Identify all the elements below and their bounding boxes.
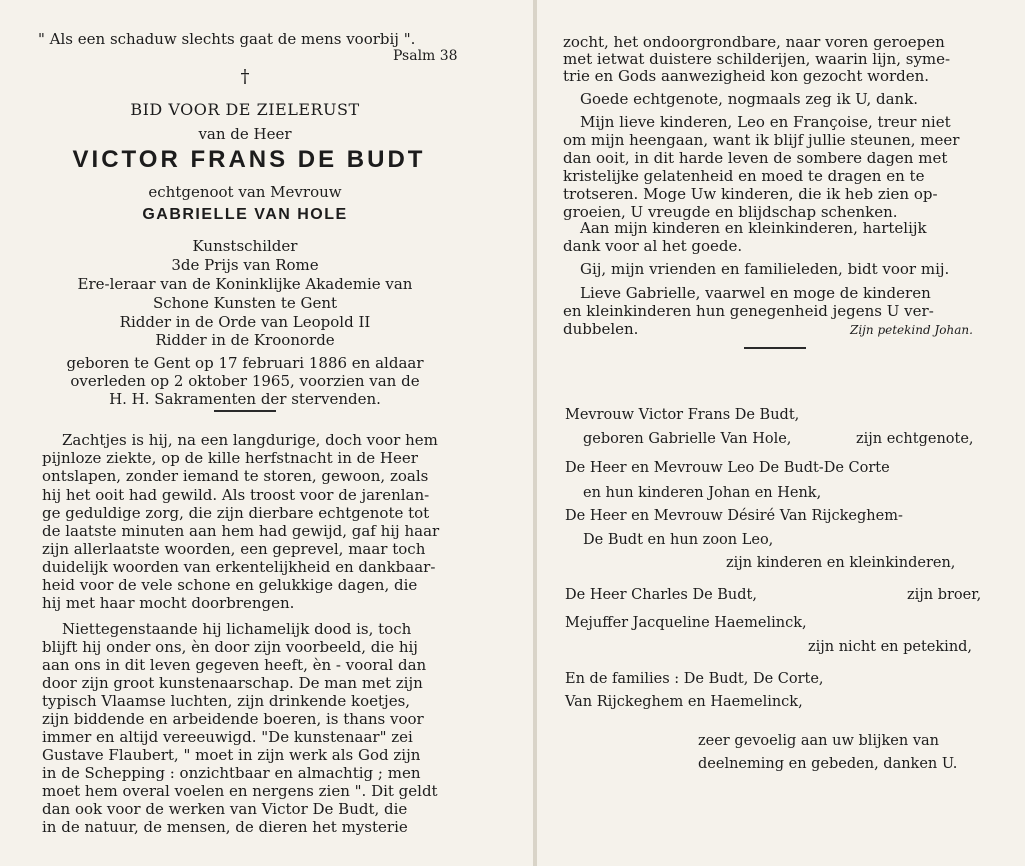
text-line: ontslapen, zonder iemand te storen, gewoon, zoals — [42, 467, 429, 485]
title-line: 3de Prijs van Rome — [171, 256, 319, 274]
text-line: Goede echtgenote, nogmaals zeg ik U, dank. — [580, 90, 919, 108]
text-line: dan ooit, in dit harde leven de sombere dagen met — [563, 149, 948, 167]
text-line: dank voor al het goede. — [563, 237, 743, 255]
text-line: zijn allerlaatste woorden, een geprevel, maar toch — [42, 540, 426, 558]
text-line: pijnloze ziekte, op de kille herfstnacht in de Heer — [42, 449, 418, 467]
title-line: Ere-leraar van de Koninklijke Akademie van — [77, 275, 413, 293]
section-rule — [214, 410, 276, 412]
dates-line: geboren te Gent op 17 februari 1886 en aldaar — [66, 354, 424, 372]
text-line: Zachtjes is hij, na een langdurige, doch voor hem — [62, 431, 438, 449]
fold-divider — [533, 0, 537, 866]
text-line: Mijn lieve kinderen, Leo en Françoise, treur niet — [580, 113, 951, 131]
deceased-name: VICTOR FRANS DE BUDT — [72, 146, 426, 173]
van-de-heer: van de Heer — [198, 125, 292, 143]
family-line: deelneming en gebeden, danken U. — [698, 756, 958, 772]
family-line: De Heer en Mevrouw Désiré Van Rijckeghem- — [565, 508, 903, 524]
text-line: Gij, mijn vrienden en familieleden, bidt voor mij. — [580, 260, 950, 278]
spouse-name: GABRIELLE VAN HOLE — [142, 206, 348, 223]
text-line: de laatste minuten aan hem had gewijd, gaf hij haar — [42, 522, 440, 540]
family-role: zijn echtgenote, — [856, 431, 974, 447]
family-line: geboren Gabrielle Van Hole, — [583, 431, 792, 447]
psalm-reference: Psalm 38 — [393, 48, 458, 64]
family-line: De Heer Charles De Budt, — [565, 587, 757, 603]
text-line: aan ons in dit leven gegeven heeft, èn - vooral dan — [42, 656, 427, 674]
family-line: Mejuffer Jacqueline Haemelinck, — [565, 615, 807, 631]
dates-line: H. H. Sakramenten der stervenden. — [109, 390, 381, 408]
cross-symbol: † — [240, 66, 250, 87]
text-line: kristelijke gelatenheid en moed te dragen en te — [563, 167, 925, 185]
title-line: Ridder in de Orde van Leopold II — [119, 313, 371, 331]
text-line: moet hem overal voelen en nergens zien ". Dit geldt — [42, 782, 438, 800]
family-line: De Heer en Mevrouw Leo De Budt-De Corte — [565, 460, 890, 476]
text-line: Aan mijn kinderen en kleinkinderen, hartelijk — [580, 219, 927, 237]
family-line: en hun kinderen Johan en Henk, — [583, 485, 822, 501]
text-line: zocht, het ondoorgrondbare, naar voren geroepen — [563, 33, 945, 51]
title-line: Schone Kunsten te Gent — [152, 294, 338, 312]
title-line: Ridder in de Kroonorde — [155, 331, 335, 349]
text-line: door zijn groot kunstenaarschap. De man met zijn — [42, 674, 423, 692]
text-line: hij het ooit had gewild. Als troost voor de jarenlan- — [42, 486, 430, 504]
title-line: Kunstschilder — [192, 237, 298, 255]
text-line: immer en altijd vereeuwigd. "De kunstenaar" zei — [42, 728, 413, 746]
family-role: zijn nicht en petekind, — [808, 639, 973, 655]
family-line: zeer gevoelig aan uw blijken van — [698, 733, 940, 749]
family-role: zijn kinderen en kleinkinderen, — [726, 555, 956, 571]
text-line: dubbelen. — [563, 320, 639, 338]
family-role: zijn broer, — [907, 587, 982, 603]
signature: Zijn petekind Johan. — [850, 323, 973, 337]
text-line: in de natuur, de mensen, de dieren het mysterie — [42, 818, 408, 836]
text-line: in de Schepping : onzichtbaar en almachtig ; men — [42, 764, 421, 782]
text-line: heid voor de vele schone en gelukkige dagen, die — [42, 576, 418, 594]
spouse-intro: echtgenoot van Mevrouw — [148, 183, 342, 201]
dates-line: overleden op 2 oktober 1965, voorzien van de — [70, 372, 420, 390]
family-line: Mevrouw Victor Frans De Budt, — [565, 407, 800, 423]
text-line: duidelijk woorden van erkentelijkheid en dankbaar- — [42, 558, 436, 576]
family-line: En de families : De Budt, De Corte, — [565, 671, 824, 687]
text-line: groeien, U vreugde en blijdschap schenken. — [563, 203, 898, 221]
text-line: Lieve Gabrielle, vaarwel en moge de kinderen — [580, 284, 931, 302]
family-line: De Budt en hun zoon Leo, — [583, 532, 774, 548]
motto: " Als een schaduw slechts gaat de mens voorbij ". — [38, 30, 416, 48]
text-line: Gustave Flaubert, " moet in zijn werk als God zijn — [42, 746, 421, 764]
text-line: trotseren. Moge Uw kinderen, die ik heb zien op- — [563, 185, 938, 203]
text-line: trie en Gods aanwezigheid kon gezocht worden. — [563, 67, 930, 85]
family-line: Van Rijckeghem en Haemelinck, — [565, 694, 803, 710]
text-line: om mijn heengaan, want ik blijf jullie steunen, meer — [563, 131, 960, 149]
text-line: Niettegenstaande hij lichamelijk dood is, toch — [62, 620, 412, 638]
text-line: en kleinkinderen hun genegenheid jegens U ver- — [563, 302, 934, 320]
section-rule — [744, 347, 806, 349]
text-line: typisch Vlaamse luchten, zijn drinkende koetjes, — [42, 692, 411, 710]
text-line: blijft hij onder ons, èn door zijn voorbeeld, die hij — [42, 638, 418, 656]
text-line: met ietwat duistere schilderijen, waarin lijn, syme- — [563, 50, 951, 68]
text-line: zijn biddende en arbeidende boeren, is thans voor — [42, 710, 424, 728]
text-line: hij met haar mocht doorbrengen. — [42, 594, 295, 612]
text-line: ge geduldige zorg, die zijn dierbare echtgenote tot — [42, 504, 430, 522]
text-line: dan ook voor de werken van Victor De Budt, die — [42, 800, 408, 818]
prayer-title: BID VOOR DE ZIELERUST — [130, 100, 360, 119]
